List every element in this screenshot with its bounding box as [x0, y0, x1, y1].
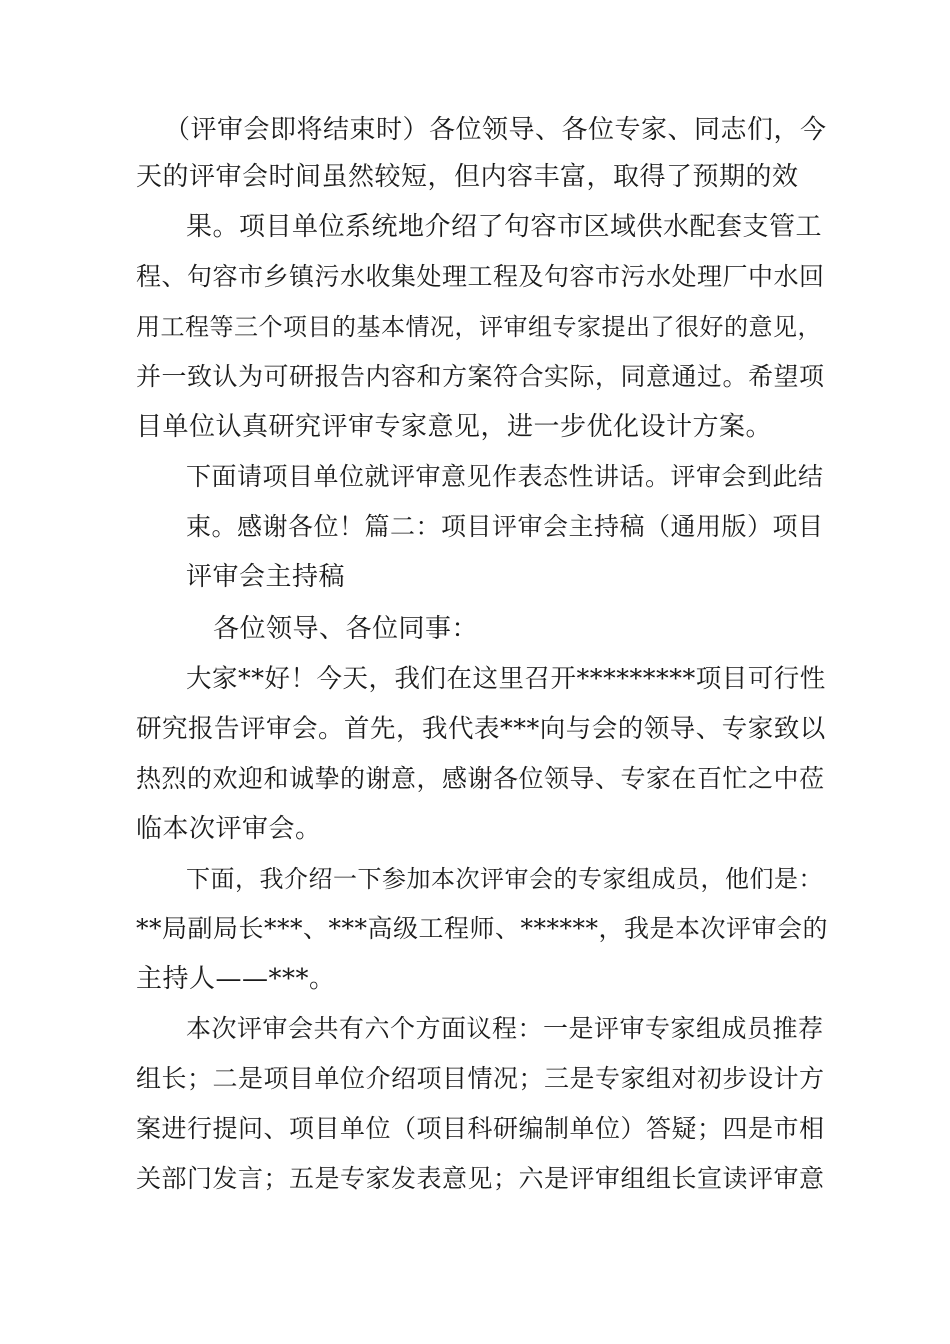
text-line: 临本次评审会。	[136, 814, 322, 844]
text-line: 束。感谢各位！篇二：项目评审会主持稿（通用版）项目	[186, 512, 824, 541]
text-line: 评审会主持稿	[186, 562, 346, 592]
text-line: 主持人——***。	[136, 964, 336, 994]
text-line: 组长；二是项目单位介绍项目情况；三是专家组对初步设计方	[136, 1064, 825, 1093]
text-line: 天的评审会时间虽然较短，但内容丰富，取得了预期的效	[136, 162, 799, 192]
text-line: 案进行提问、项目单位（项目科研编制单位）答疑；四是市相	[136, 1114, 825, 1143]
text-line: 大家**好！今天，我们在这里召开*********项目可行性	[186, 664, 826, 694]
text-line: 热烈的欢迎和诚挚的谢意，感谢各位领导、专家在百忙之中莅	[136, 764, 825, 793]
text-line: 下面，我介绍一下参加本次评审会的专家组成员，他们是：	[186, 865, 823, 893]
text-line: 目单位认真研究评审专家意见，进一步优化设计方案。	[136, 412, 773, 442]
text-line: 果。项目单位系统地介绍了句容市区域供水配套支管工	[186, 212, 823, 242]
text-line: （评审会即将结束时）各位领导、各位专家、同志们，今	[164, 115, 827, 145]
text-line: **局副局长***、***高级工程师、******，我是本次评审会的	[136, 914, 829, 943]
text-line: 本次评审会共有六个方面议程：一是评审专家组成员推荐	[186, 1014, 824, 1043]
text-line: 各位领导、各位同事：	[213, 614, 479, 644]
text-line: 研究报告评审会。首先，我代表***向与会的领导、专家致以	[136, 714, 826, 744]
text-line: 并一致认为可研报告内容和方案符合实际，同意通过。希望项	[136, 362, 825, 391]
text-line: 下面请项目单位就评审意见作表态性讲话。评审会到此结	[186, 462, 824, 491]
text-line: 程、句容市乡镇污水收集处理工程及句容市污水处理厂中水回	[136, 262, 825, 291]
text-line: 用工程等三个项目的基本情况，评审组专家提出了很好的意见，	[136, 313, 822, 341]
text-line: 关部门发言；五是专家发表意见；六是评审组组长宣读评审意	[136, 1164, 825, 1193]
